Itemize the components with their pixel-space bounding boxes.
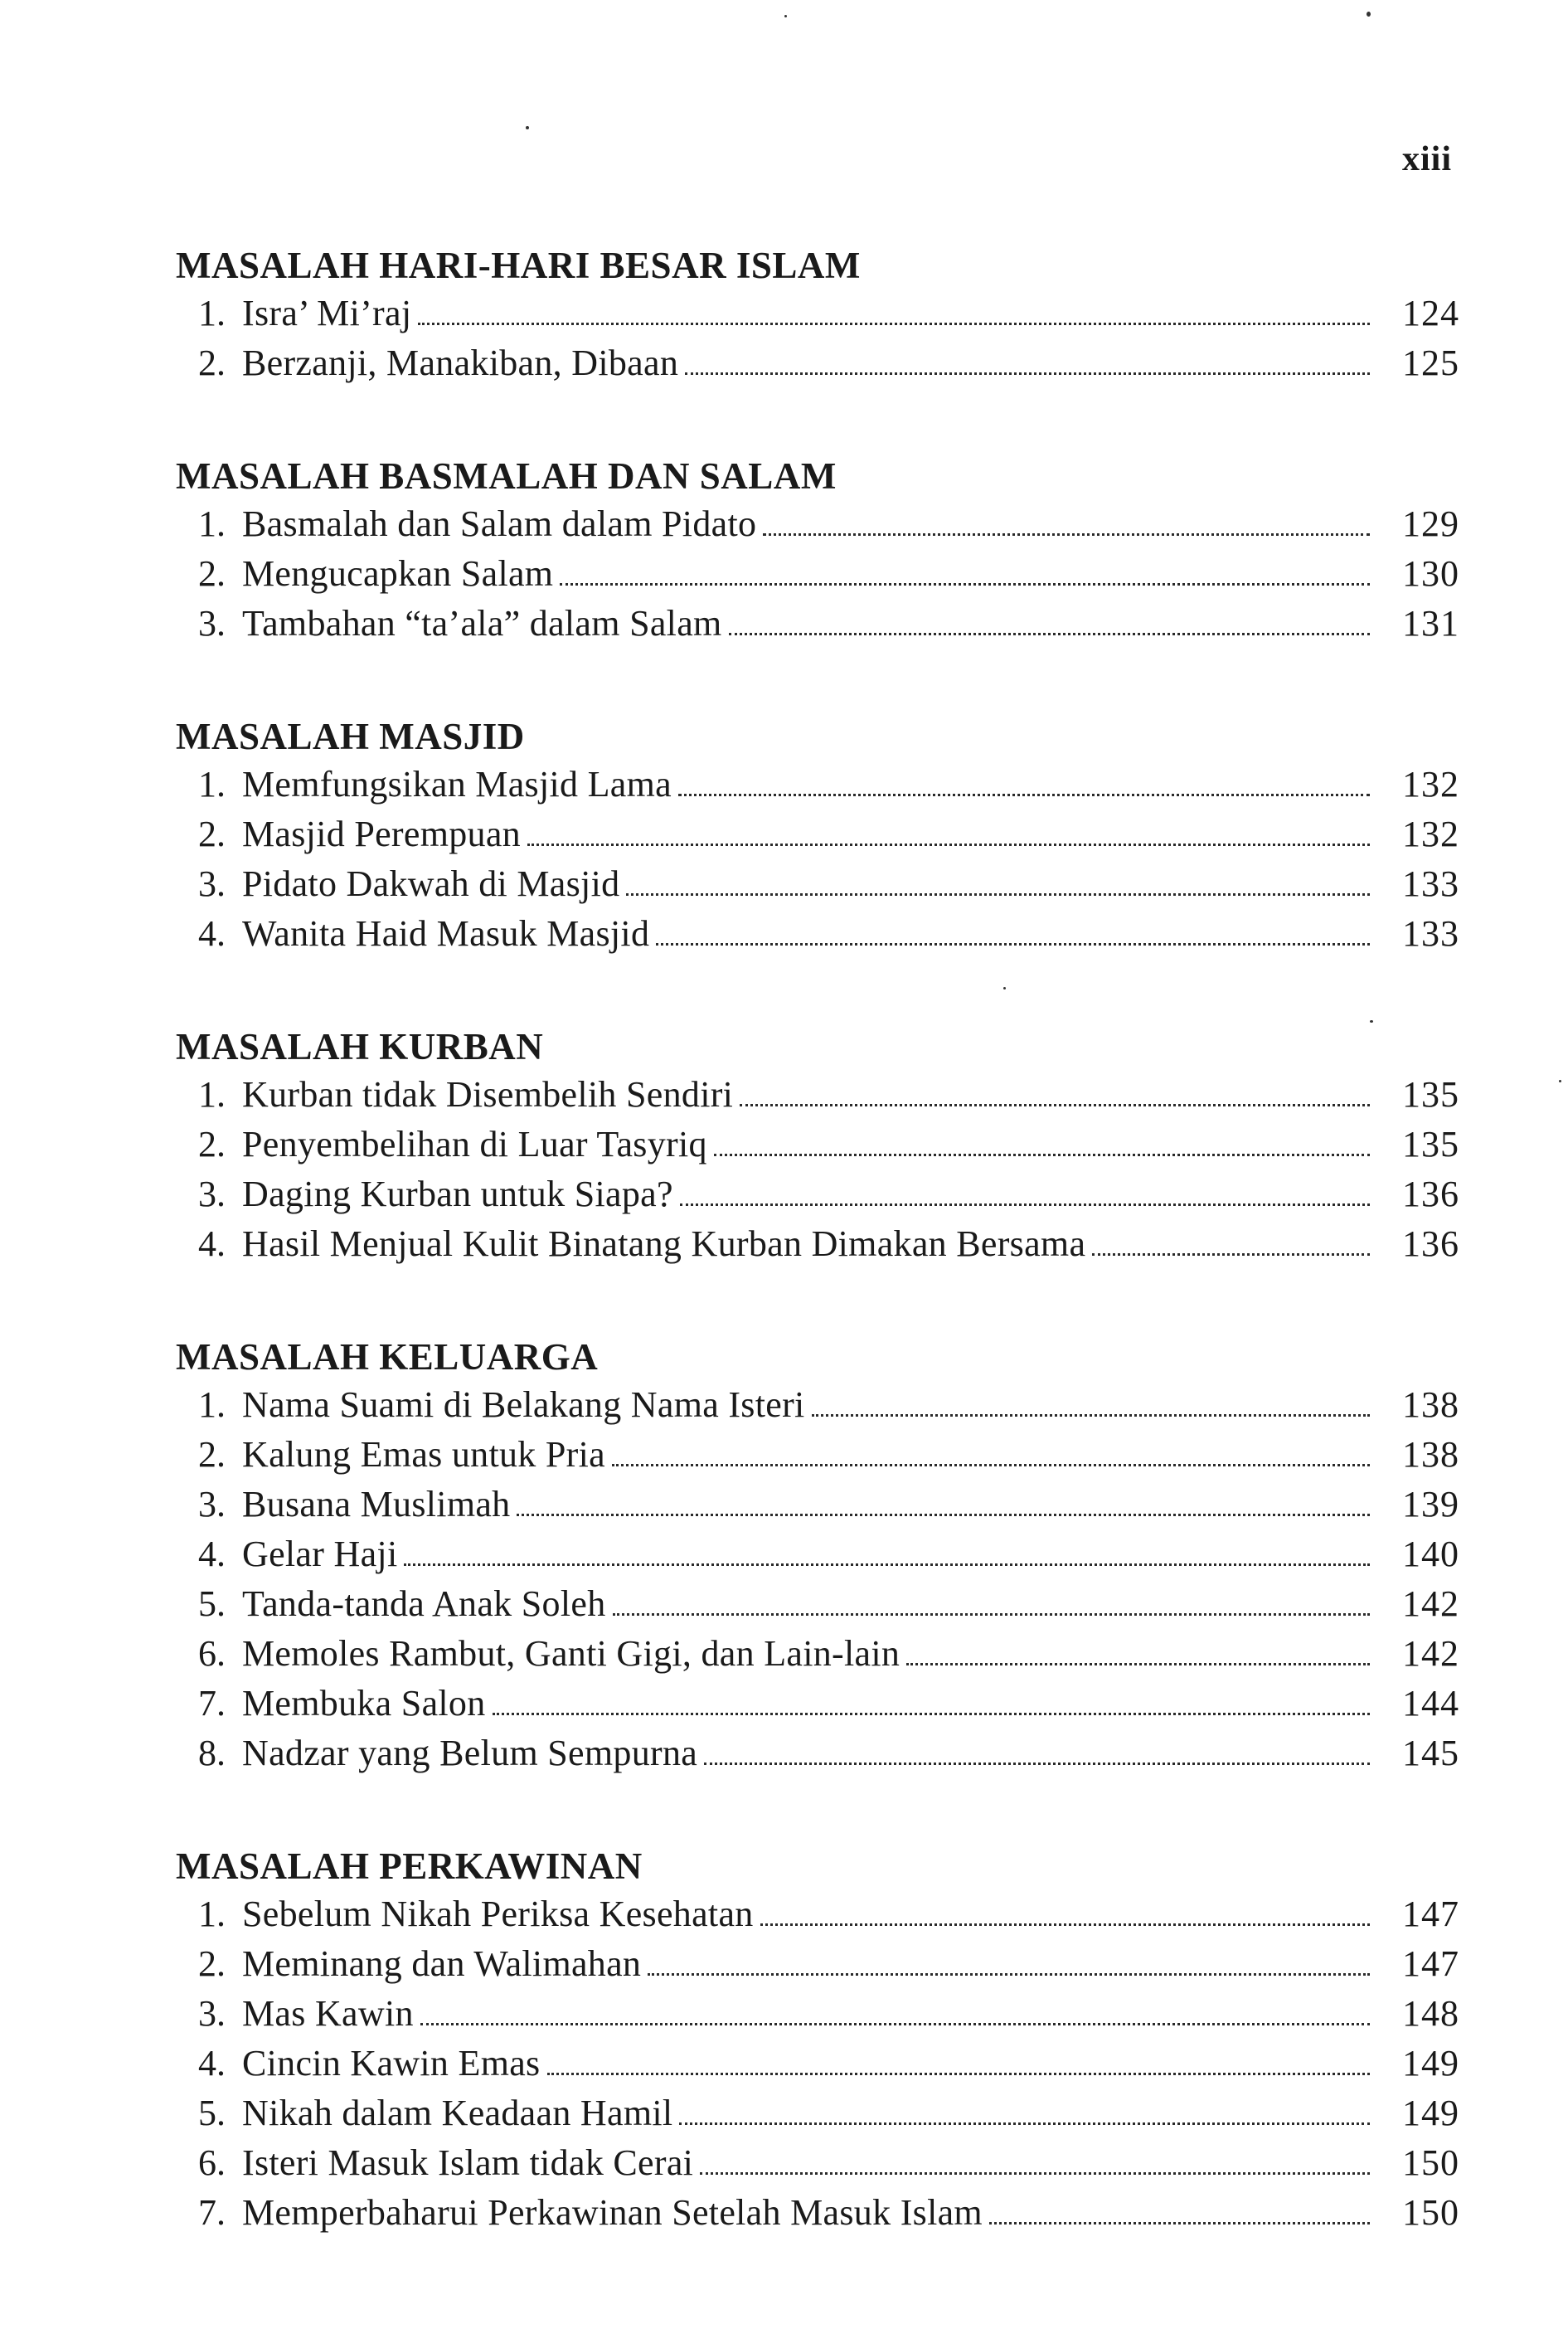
toc-entry: [176, 2138, 1459, 2188]
scan-speck: [784, 15, 787, 17]
toc-section: [176, 1334, 1459, 1778]
toc-entry: [176, 1889, 1459, 1939]
scan-speck: [1370, 1020, 1373, 1023]
dot-leader: [418, 323, 1370, 325]
entry-number: 5.: [198, 2093, 226, 2133]
toc-entry: [176, 1219, 1459, 1269]
toc-entry: [176, 1120, 1459, 1169]
dot-leader: [679, 2122, 1370, 2125]
scan-speck: [526, 126, 529, 129]
entry-page-number: 125: [1402, 343, 1459, 383]
entry-number: 3.: [198, 863, 226, 904]
entry-number: 3.: [198, 1993, 226, 2034]
entry-page-number: 144: [1402, 1683, 1459, 1724]
toc-entry: [176, 2088, 1459, 2138]
entry-title: Memperbaharui Perkawinan Setelah Masuk Islam: [242, 2192, 983, 2233]
entry-page-number: 142: [1402, 1583, 1459, 1624]
toc-entry: [176, 499, 1459, 549]
toc-entry: [176, 1679, 1459, 1729]
toc-entry: [176, 810, 1459, 859]
dot-leader: [714, 1154, 1370, 1156]
dot-leader: [613, 1613, 1370, 1616]
entry-number: 6.: [198, 2142, 226, 2183]
entry-page-number: 133: [1402, 913, 1459, 954]
page-number: xiii: [1401, 140, 1452, 178]
entry-number: 2.: [198, 814, 226, 854]
entry-title: Berzanji, Manakiban, Dibaan: [242, 343, 679, 383]
entry-number: 6.: [198, 1633, 226, 1674]
entry-page-number: 142: [1402, 1633, 1459, 1674]
dot-leader: [989, 2222, 1370, 2224]
toc-section: [176, 1843, 1459, 2238]
dot-leader: [700, 2172, 1370, 2175]
entry-page-number: 129: [1402, 503, 1459, 544]
toc-entry: [176, 2039, 1459, 2088]
entry-number: 1.: [198, 293, 226, 333]
entry-page-number: 136: [1402, 1174, 1459, 1214]
entry-title: Mas Kawin: [242, 1993, 414, 2034]
entry-page-number: 135: [1402, 1124, 1459, 1164]
toc-section: [176, 713, 1459, 959]
entry-title: Kurban tidak Disembelih Sendiri: [242, 1074, 734, 1115]
section-heading: MASALAH PERKAWINAN: [176, 1845, 643, 1887]
entry-title: Daging Kurban untuk Siapa?: [242, 1174, 673, 1214]
entry-page-number: 132: [1402, 764, 1459, 805]
entry-number: 2.: [198, 1124, 226, 1164]
toc-entry: [176, 1380, 1459, 1430]
entry-number: 1.: [198, 1074, 226, 1115]
entry-number: 1.: [198, 1384, 226, 1425]
entry-page-number: 149: [1402, 2043, 1459, 2083]
entry-title: Mengucapkan Salam: [242, 553, 554, 594]
entry-title: Wanita Haid Masuk Masjid: [242, 913, 650, 954]
toc-entry: [176, 1529, 1459, 1579]
dot-leader: [704, 1763, 1370, 1765]
toc-entry: [176, 338, 1459, 388]
dot-leader: [1092, 1253, 1370, 1256]
dot-leader: [404, 1563, 1370, 1566]
toc-entry: [176, 1070, 1459, 1120]
toc-entry: [176, 289, 1459, 338]
toc-entry: [176, 760, 1459, 810]
toc-entry: [176, 1989, 1459, 2039]
toc-entry: [176, 549, 1459, 599]
toc-entry: [176, 859, 1459, 909]
dot-leader: [547, 2073, 1371, 2075]
dot-leader: [760, 1923, 1370, 1926]
toc-entry: [176, 1729, 1459, 1778]
toc-entry: [176, 1430, 1459, 1480]
entry-number: 4.: [198, 2043, 226, 2083]
toc-entry: [176, 1169, 1459, 1219]
toc-entry: [176, 1629, 1459, 1679]
section-heading: MASALAH KELUARGA: [176, 1336, 599, 1378]
toc-entry: [176, 909, 1459, 959]
entry-number: 3.: [198, 1484, 226, 1524]
dot-leader: [612, 1464, 1370, 1466]
entry-page-number: 136: [1402, 1223, 1459, 1264]
entry-page-number: 148: [1402, 1993, 1459, 2034]
entry-number: 1.: [198, 503, 226, 544]
scan-speck: [1559, 1080, 1561, 1082]
entry-page-number: 150: [1402, 2192, 1459, 2233]
entry-number: 2.: [198, 1943, 226, 1984]
entry-number: 4.: [198, 1223, 226, 1264]
entry-number: 4.: [198, 913, 226, 954]
dot-leader: [812, 1414, 1370, 1417]
entry-title: Nama Suami di Belakang Nama Isteri: [242, 1384, 805, 1425]
entry-number: 3.: [198, 603, 226, 644]
entry-title: Sebelum Nikah Periksa Kesehatan: [242, 1894, 754, 1934]
entry-page-number: 138: [1402, 1384, 1459, 1425]
toc-section: [176, 453, 1459, 649]
entry-page-number: 124: [1402, 293, 1459, 333]
dot-leader: [626, 893, 1370, 896]
entry-title: Basmalah dan Salam dalam Pidato: [242, 503, 757, 544]
entry-title: Hasil Menjual Kulit Binatang Kurban Dimakan Bersama: [242, 1223, 1086, 1264]
entry-page-number: 139: [1402, 1484, 1459, 1524]
entry-page-number: 147: [1402, 1894, 1459, 1934]
entry-number: 8.: [198, 1733, 226, 1773]
scan-speck: [1003, 987, 1006, 989]
entry-title: Tambahan “ta’ala” dalam Salam: [242, 603, 722, 644]
entry-number: 7.: [198, 2192, 226, 2233]
entry-title: Nikah dalam Keadaan Hamil: [242, 2093, 673, 2133]
dot-leader: [420, 2023, 1370, 2025]
entry-title: Meminang dan Walimahan: [242, 1943, 642, 1984]
toc-entry: [176, 1579, 1459, 1629]
entry-number: 3.: [198, 1174, 226, 1214]
entry-title: Masjid Perempuan: [242, 814, 521, 854]
entry-title: Tanda-tanda Anak Soleh: [242, 1583, 606, 1624]
dot-leader: [493, 1713, 1370, 1715]
entry-title: Memoles Rambut, Ganti Gigi, dan Lain-lain: [242, 1633, 901, 1674]
dot-leader: [517, 1514, 1370, 1516]
entry-page-number: 150: [1402, 2142, 1459, 2183]
toc-section: [176, 242, 1459, 388]
entry-number: 2.: [198, 1434, 226, 1475]
dot-leader: [685, 372, 1370, 375]
entry-number: 7.: [198, 1683, 226, 1724]
toc-entry: [176, 2188, 1459, 2238]
toc-section: [176, 1023, 1459, 1269]
dot-leader: [729, 633, 1370, 635]
entry-title: Nadzar yang Belum Sempurna: [242, 1733, 698, 1773]
entry-page-number: 131: [1402, 603, 1459, 644]
dot-leader: [906, 1663, 1370, 1665]
entry-page-number: 133: [1402, 863, 1459, 904]
dot-leader: [740, 1104, 1370, 1106]
dot-leader: [648, 1973, 1370, 1976]
dot-leader: [560, 583, 1370, 586]
entry-page-number: 145: [1402, 1733, 1459, 1773]
entry-title: Membuka Salon: [242, 1683, 486, 1724]
entry-page-number: 149: [1402, 2093, 1459, 2133]
entry-page-number: 138: [1402, 1434, 1459, 1475]
entry-number: 1.: [198, 764, 226, 805]
entry-title: Cincin Kawin Emas: [242, 2043, 541, 2083]
entry-number: 2.: [198, 343, 226, 383]
entry-title: Penyembelihan di Luar Tasyriq: [242, 1124, 707, 1164]
entry-title: Busana Muslimah: [242, 1484, 511, 1524]
entry-page-number: 140: [1402, 1534, 1459, 1574]
dot-leader: [527, 844, 1370, 846]
section-heading: MASALAH MASJID: [176, 716, 525, 757]
entry-page-number: 132: [1402, 814, 1459, 854]
entry-title: Memfungsikan Masjid Lama: [242, 764, 672, 805]
entry-page-number: 147: [1402, 1943, 1459, 1984]
dot-leader: [763, 533, 1370, 536]
entry-title: Isteri Masuk Islam tidak Cerai: [242, 2142, 694, 2183]
entry-number: 4.: [198, 1534, 226, 1574]
entry-title: Kalung Emas untuk Pria: [242, 1434, 605, 1475]
entry-title: Pidato Dakwah di Masjid: [242, 863, 620, 904]
entry-number: 1.: [198, 1894, 226, 1934]
dot-leader: [678, 794, 1370, 796]
section-heading: MASALAH BASMALAH DAN SALAM: [176, 455, 837, 497]
toc-entry: [176, 1939, 1459, 1989]
entry-page-number: 135: [1402, 1074, 1459, 1115]
scan-speck: [1367, 12, 1371, 17]
entry-number: 2.: [198, 553, 226, 594]
section-heading: MASALAH HARI-HARI BESAR ISLAM: [176, 245, 861, 286]
table-of-contents: [176, 242, 1459, 2302]
toc-entry: [176, 599, 1459, 649]
toc-entry: [176, 1480, 1459, 1529]
entry-title: Gelar Haji: [242, 1534, 398, 1574]
dot-leader: [680, 1203, 1370, 1206]
entry-title: Isra’ Mi’raj: [242, 293, 412, 333]
section-heading: MASALAH KURBAN: [176, 1026, 544, 1067]
entry-page-number: 130: [1402, 553, 1459, 594]
entry-number: 5.: [198, 1583, 226, 1624]
dot-leader: [656, 943, 1370, 946]
